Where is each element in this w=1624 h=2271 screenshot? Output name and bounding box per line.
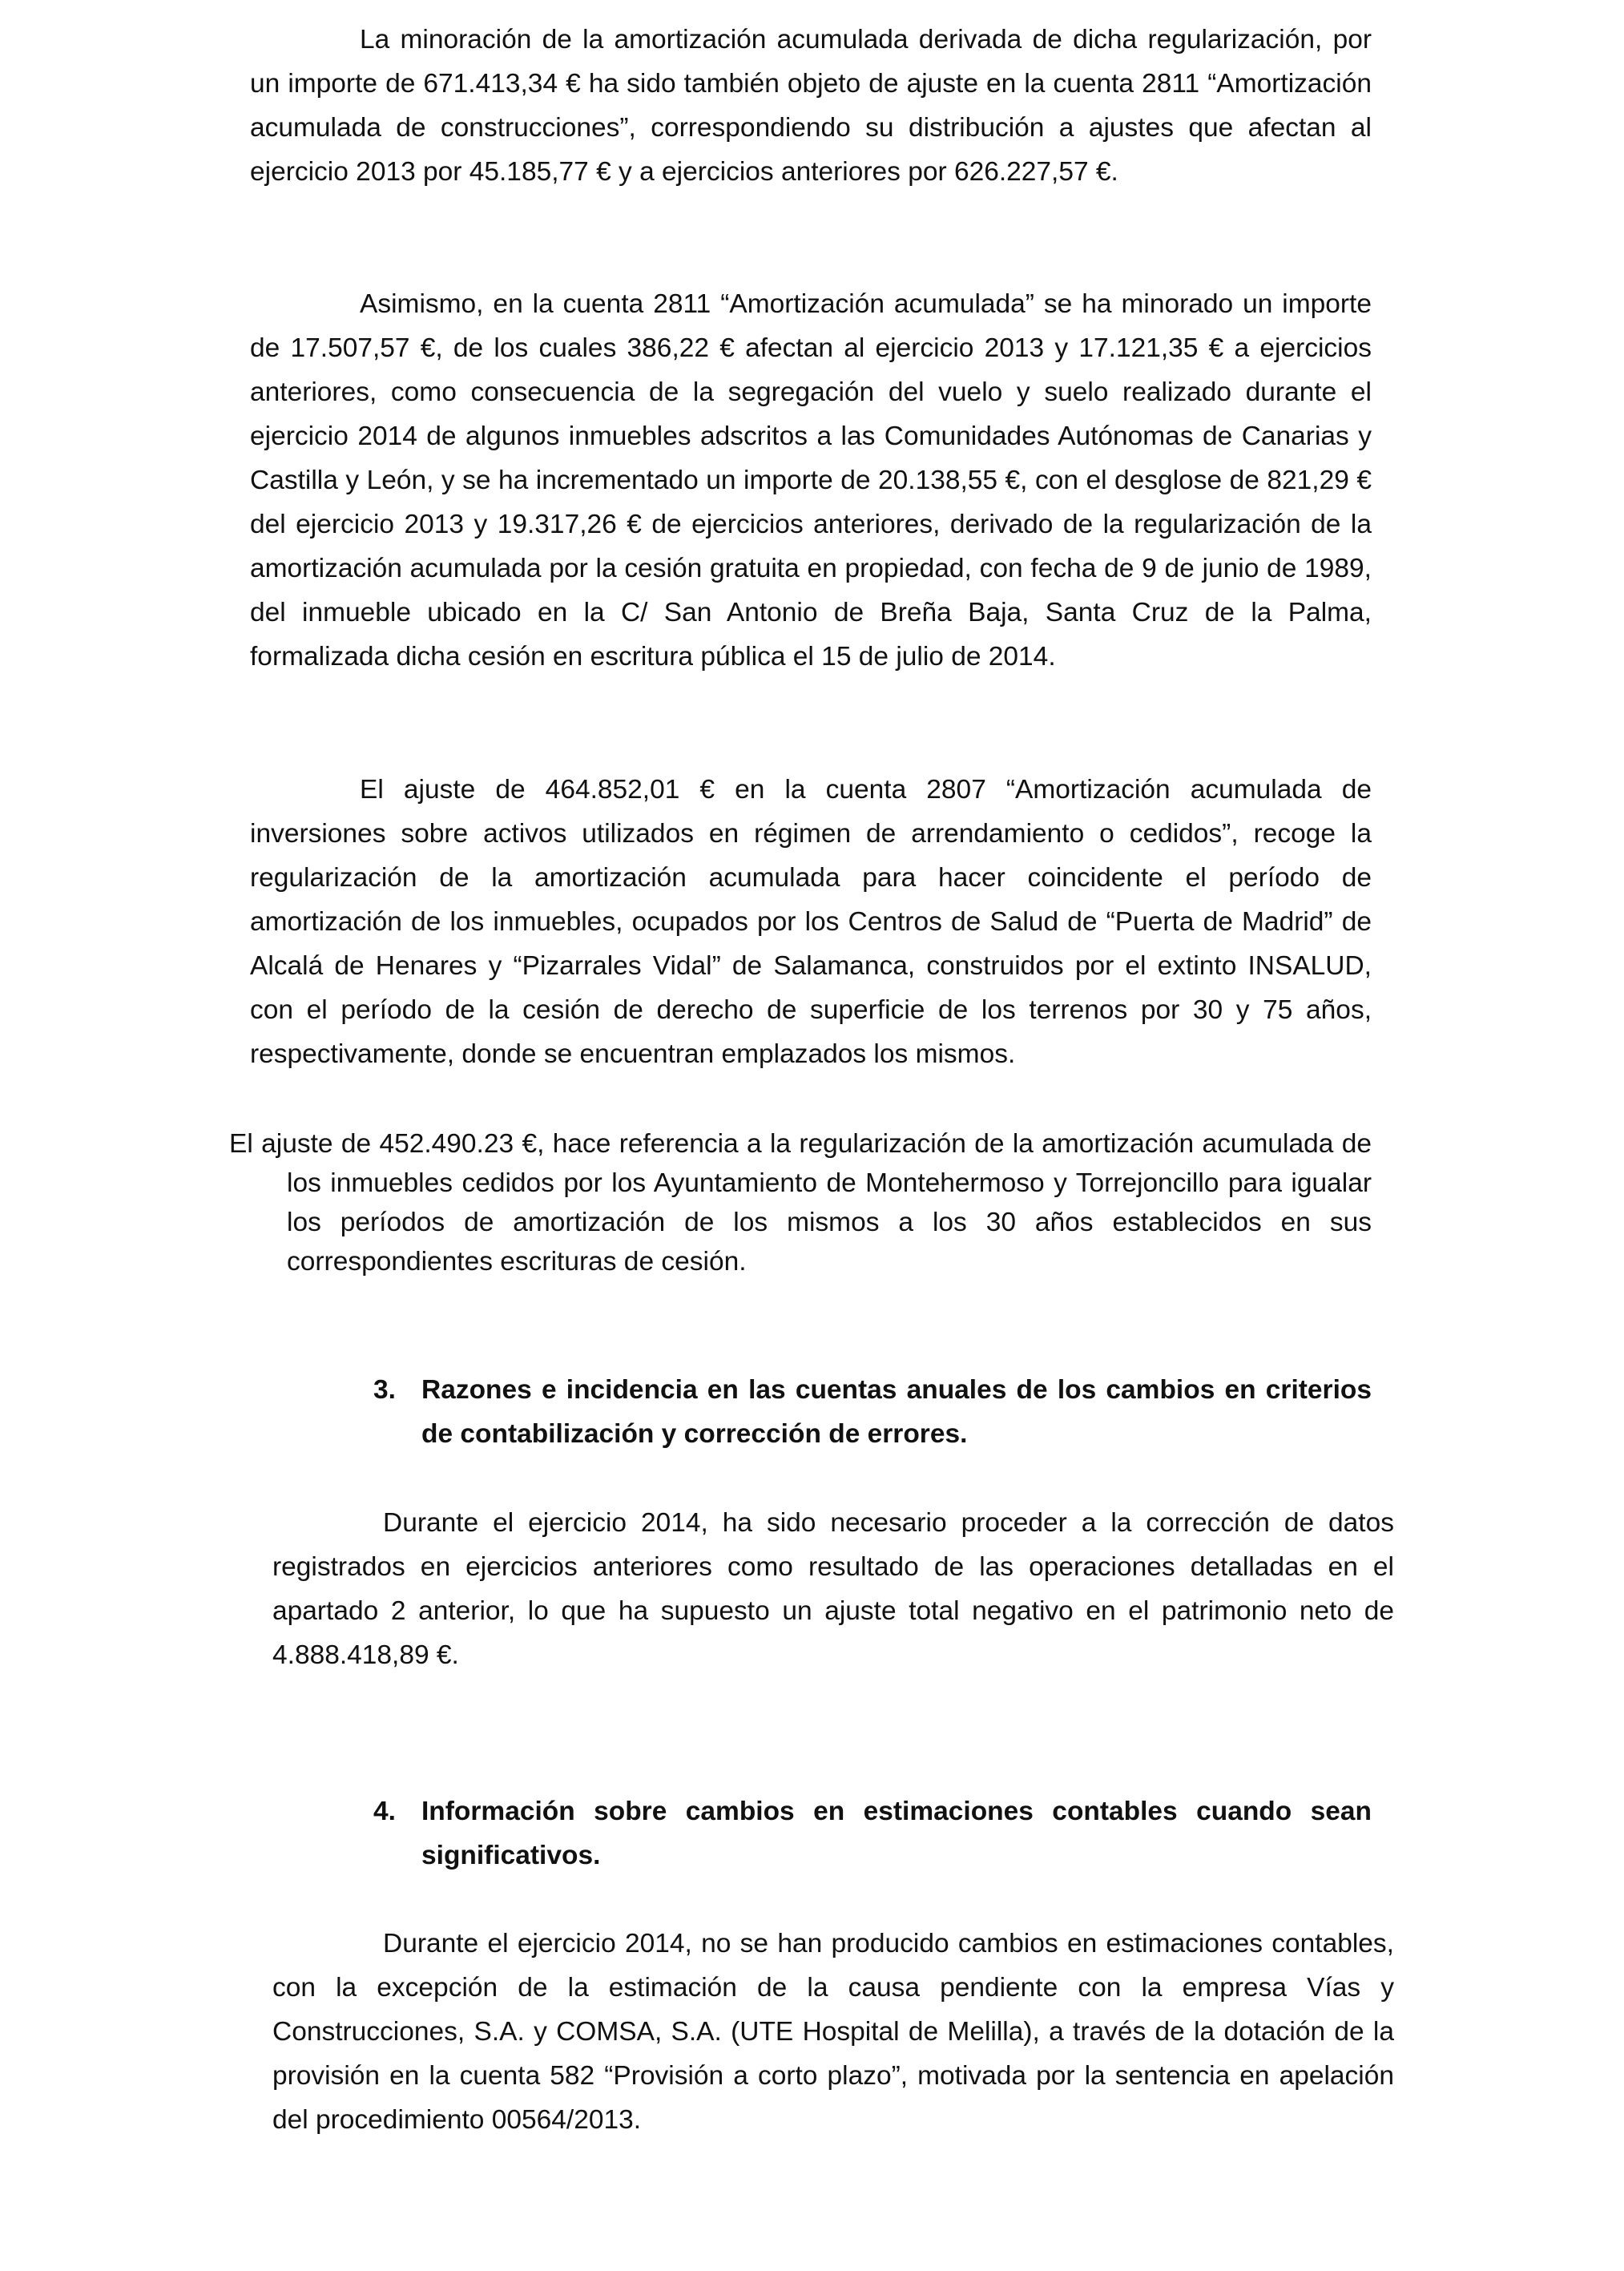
section-title-3: Razones e incidencia en las cuentas anuales de los cambios en criterios de contabilización y corrección de errores. bbox=[421, 1375, 1372, 1449]
paragraph-ajuste-cuenta-2807: El ajuste de 464.852,01 € en la cuenta 2807 “Amortización acumulada de inversiones sobre activos utilizados en régimen de arrendamiento o cedidos”, recoge la regularización de la amortización acumulada para hacer coincidente el período de amortización de los inmuebles, ocupados por los Centros de Salud de “Puerta de Madrid” de Alcalá de Henares y “Pizarrales Vidal” de Salamanca, construidos por el extinto INSALUD, con el período de la cesión de derecho de superficie de los terrenos por 30 y 75 años, respectivamente, donde se encuentran emplazados los mismos. bbox=[250, 775, 1372, 1069]
section-number-3: 3. bbox=[373, 1375, 396, 1405]
paragraph-amortizacion-construcciones: La minoración de la amortización acumulada derivada de dicha regularización, por un importe de 671.413,34 € ha sido también objeto de ajuste en la cuenta 2811 “Amortización acumulada de construcciones”, correspondiendo su distribución a ajustes que afectan al ejercicio 2013 por 45.185,77 € y a ejercicios anteriores por 626.227,57 €. bbox=[250, 25, 1372, 187]
paragraph-cambios-estimaciones: Durante el ejercicio 2014, no se han producido cambios en estimaciones contables, con la excepción de la estimación de la causa pendiente con la empresa Vías y Construcciones, S.A. y COMSA, S.A. (UTE Hospital de Melilla), a través de la dotación de la provisión en la cuenta 582 “Provisión a corto plazo”, motivada por la sentencia en apelación del procedimiento 00564/2013. bbox=[272, 1929, 1394, 2135]
paragraph-correccion-errores: Durante el ejercicio 2014, ha sido necesario proceder a la corrección de datos registrados en ejercicios anteriores como resultado de las operaciones detalladas en el apartado 2 anterior, lo que ha supuesto un ajuste total negativo en el patrimonio neto de 4.888.418,89 €. bbox=[272, 1508, 1394, 1670]
section-heading-3 bbox=[373, 1368, 1372, 1456]
section-heading-4 bbox=[373, 1789, 1372, 1878]
paragraph-ajuste-inmuebles-cedidos: El ajuste de 452.490.23 €, hace referencia a la regularización de la amortización acumulada de los inmuebles cedidos por los Ayuntamiento de Montehermoso y Torrejoncillo para igualar los períodos de amortización de los mismos a los 30 años establecidos en sus correspondientes escrituras de cesión. bbox=[229, 1129, 1372, 1277]
section-title-4: Información sobre cambios en estimaciones contables cuando sean significativos. bbox=[421, 1797, 1372, 1870]
section-number-4: 4. bbox=[373, 1797, 396, 1826]
paragraph-amortizacion-acumulada-2811: Asimismo, en la cuenta 2811 “Amortización acumulada” se ha minorado un importe de 17.507,57 €, de los cuales 386,22 € afectan al ejercicio 2013 y 17.121,35 € a ejercicios anteriores, como consecuencia de la segregación del vuelo y suelo realizado durante el ejercicio 2014 de algunos inmuebles adscritos a las Comunidades Autónomas de Canarias y Castilla y León, y se ha incrementado un importe de 20.138,55 €, con el desglose de 821,29 € del ejercicio 2013 y 19.317,26 € de ejercicios anteriores, derivado de la regularización de la amortización acumulada por la cesión gratuita en propiedad, con fecha de 9 de junio de 1989, del inmueble ubicado en la C/ San Antonio de Breña Baja, Santa Cruz de la Palma, formalizada dicha cesión en escritura pública el 15 de julio de 2014. bbox=[250, 289, 1372, 672]
